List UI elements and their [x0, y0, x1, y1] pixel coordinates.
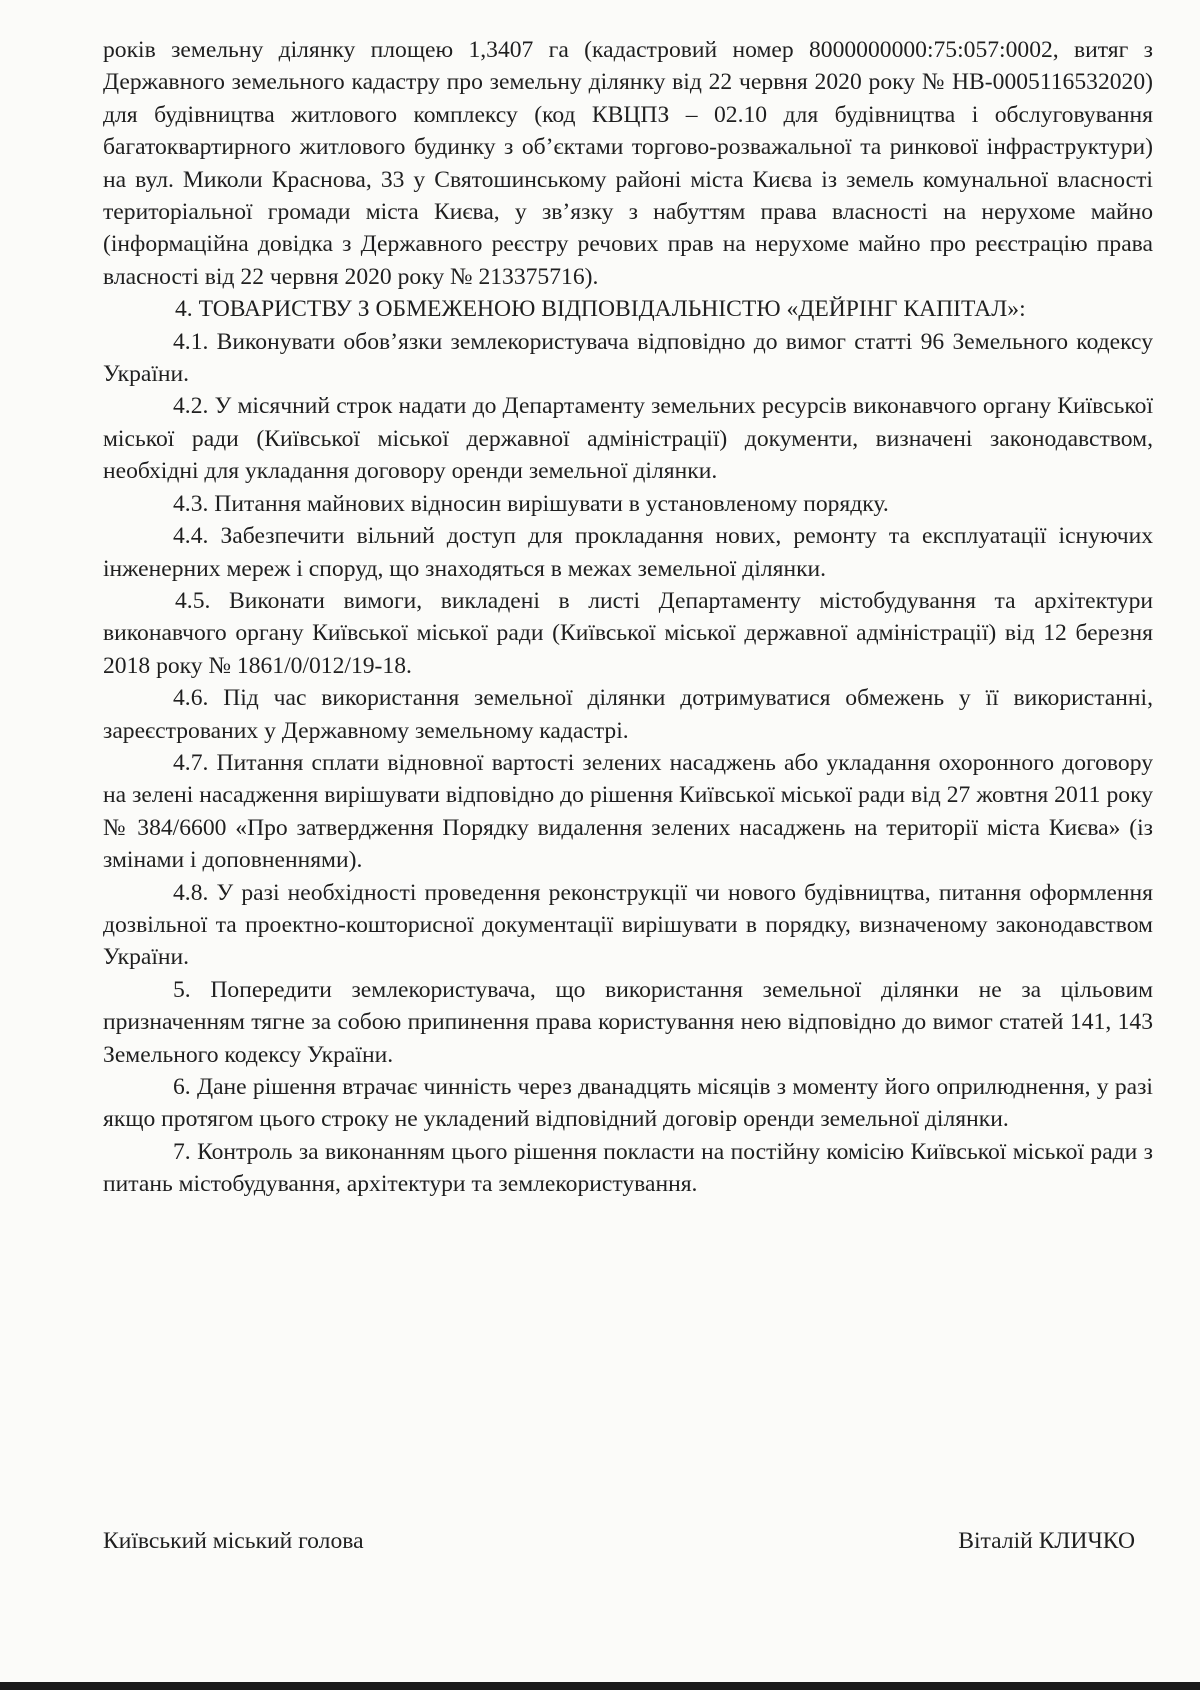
paragraph-item-4-6: 4.6. Під час використання земельної ділянки дотримуватися обмежень у її використанні, зареєстрованих у Державному земельному кадастрі.: [103, 685, 1153, 744]
paragraph-item-4: 4. ТОВАРИСТВУ З ОБМЕЖЕНОЮ ВІДПОВІДАЛЬНІСТЮ «ДЕЙРІНГ КАПІТАЛ»:: [175, 296, 1026, 323]
signature-block: [103, 1528, 1135, 1555]
paragraph-item-4-1: 4.1. Виконувати обов’язки землекористувача відповідно до вимог статті 96 Земельного кодексу України.: [103, 328, 1153, 388]
paragraph-item-4-7: 4.7. Питання сплати відновної вартості зелених насаджень або укладання охоронного договору на зелені насадження вирішувати відповідно до рішення Київської міської ради від 27 жовтня 2011 року № 384/6600 «Про затвердження Порядку видалення зелених насаджень на території міста Києва» (із змінами і доповненнями).: [103, 749, 1153, 874]
paragraph-item-7: 7. Контроль за виконанням цього рішення покласти на постійну комісію Київської міської ради з питань містобудування, архітектури та землекористування.: [103, 1138, 1153, 1198]
page-bottom-edge: [0, 1682, 1200, 1690]
paragraph-item-4-3: 4.3. Питання майнових відносин вирішувати в установленому порядку.: [173, 490, 889, 517]
signatory-name: Віталій КЛИЧКО: [958, 1528, 1135, 1554]
signatory-position: Київський міський голова: [103, 1528, 364, 1554]
paragraph-item-4-8: 4.8. У разі необхідності проведення реконструкції чи нового будівництва, питання оформлення дозвільної та проектно-кошторисної документації вирішувати в порядку, визначеному законодавством України.: [103, 879, 1153, 971]
paragraph-continuation: років земельну ділянку площею 1,3407 га (кадастровий номер 8000000000:75:057:0002, витяг з Державного земельного кадастру про земельну ділянку від 22 червня 2020 року № НВ-0005116532020) для будівництва житлового комплексу (код КВЦПЗ – 02.10 для будівництва і обслуговування багатоквартирного житлового будинку з об’єктами торгово-розважальної та ринкової інфраструктури) на вул. Миколи Краснова, 33 у Святошинському районі міста Києва із земель комунальної власності територіальної громади міста Києва, у зв’язку з набуттям права власності на нерухоме майно (інформаційна довідка з Державного реєстру речових прав на нерухоме майно про реєстрацію права власності від 22 червня 2020 року № 213375716).: [103, 37, 1153, 290]
paragraph-item-4-4: 4.4. Забезпечити вільний доступ для прокладання нових, ремонту та експлуатації існуючих інженерних мереж і споруд, що знаходяться в межах земельної ділянки.: [103, 523, 1153, 582]
paragraph-item-4-5: 4.5. Виконати вимоги, викладені в листі Департаменту містобудування та архітектури виконавчого органу Київської міської ради (Київської міської державної адміністрації) від 12 березня 2018 року № 1861/0/012/19-18.: [103, 587, 1153, 679]
paragraph-item-6: 6. Дане рішення втрачає чинність через дванадцять місяців з моменту його оприлюднення, у разі якщо протягом цього строку не укладений відповідний договір оренди земельної ділянки.: [103, 1074, 1153, 1133]
paragraph-item-4-2: 4.2. У місячний строк надати до Департаменту земельних ресурсів виконавчого органу Київської міської ради (Київської міської державної адміністрації) документи, визначені законодавством, необхідні для укладання договору оренди земельної ділянки.: [103, 393, 1153, 485]
paragraph-item-5: 5. Попередити землекористувача, що використання земельної ділянки не за цільовим призначенням тягне за собою припинення права користування нею відповідно до вимог статей 141, 143 Земельного кодексу України.: [103, 976, 1153, 1068]
document-body: [103, 34, 1153, 1201]
